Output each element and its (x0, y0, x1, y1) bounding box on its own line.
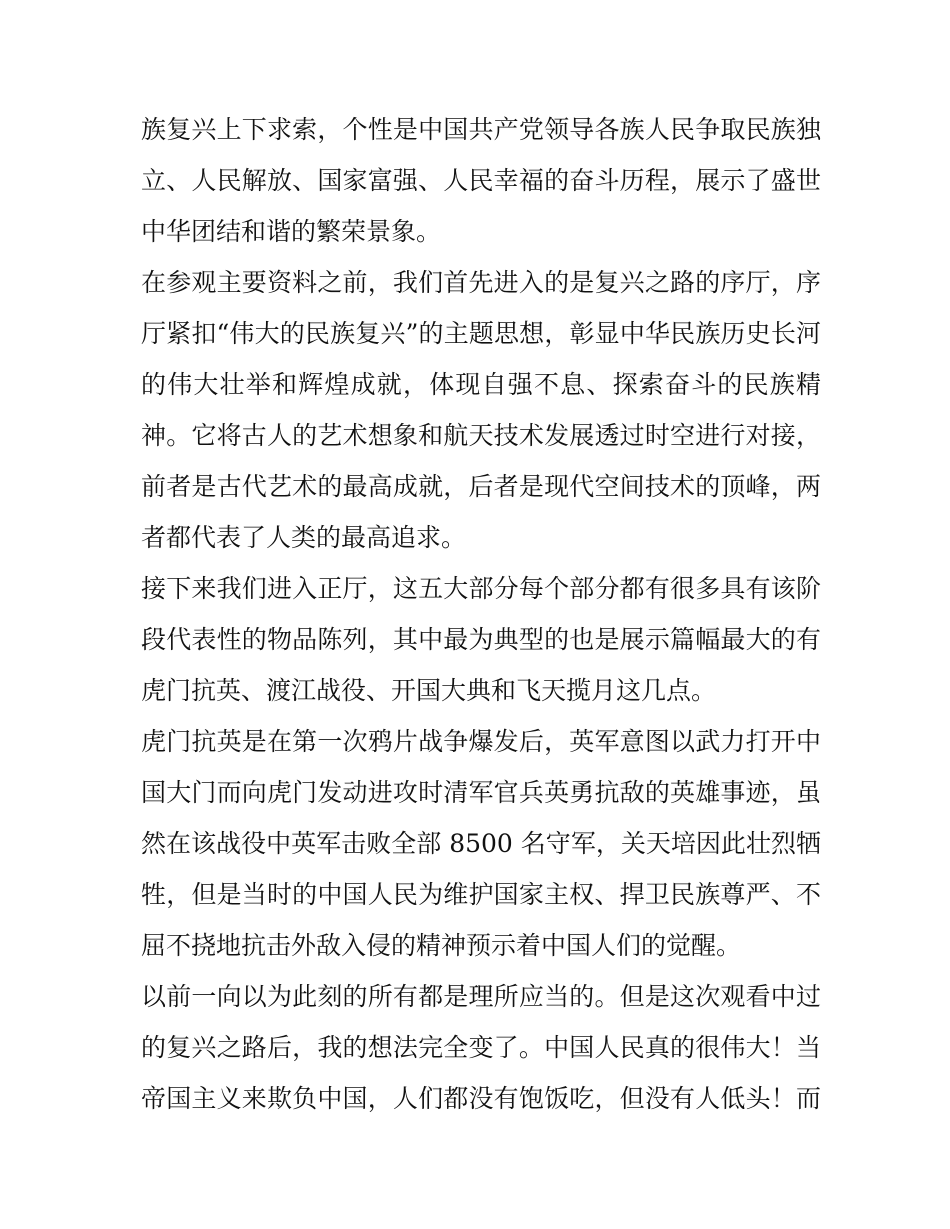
text-line: 的复兴之路后，我的想法完全变了。中国人民真的很伟大！当 (141, 1033, 821, 1062)
text-line: 中华团结和谐的繁荣景象。 (141, 217, 442, 246)
text-line: 帝国主义来欺负中国，人们都没有饱饭吃，但没有人低头！而 (141, 1084, 821, 1113)
text-line: 在参观主要资料之前，我们首先进入的是复兴之路的序厅，序 (141, 268, 821, 297)
document-body (141, 104, 821, 1124)
text-line: 屈不挠地抗击外敌入侵的精神预示着中国人们的觉醒。 (141, 931, 742, 960)
text-line: 神。它将古人的艺术想象和航天技术发展透过时空进行对接， (141, 421, 821, 450)
text-line: 牲，但是当时的中国人民为维护国家主权、捍卫民族尊严、不 (141, 880, 821, 909)
text-line: 虎门抗英是在第一次鸦片战争爆发后，英军意图以武力打开中 (141, 727, 821, 756)
text-line: 段代表性的物品陈列，其中最为典型的也是展示篇幅最大的有 (141, 625, 821, 654)
text-line: 的伟大壮举和辉煌成就，体现自强不息、探索奋斗的民族精 (141, 370, 821, 399)
text-line: 虎门抗英、渡江战役、开国大典和飞天揽月这几点。 (141, 676, 717, 705)
text-line: 者都代表了人类的最高追求。 (141, 523, 467, 552)
text-line: 然在该战役中英军击败全部 8500 名守军，关天培因此壮烈牺 (141, 829, 821, 858)
text-line: 以前一向以为此刻的所有都是理所应当的。但是这次观看中过 (141, 982, 821, 1011)
text-line: 国大门而向虎门发动进攻时清军官兵英勇抗敌的英雄事迹，虽 (141, 778, 821, 807)
paragraph (141, 971, 821, 1124)
paragraph (141, 257, 821, 563)
text-line: 厅紧扣“伟大的民族复兴”的主题思想，彰显中华民族历史长河 (141, 319, 821, 348)
paragraph (141, 563, 821, 716)
text-line: 族复兴上下求索，个性是中国共产党领导各族人民争取民族独 (141, 115, 821, 144)
paragraph (141, 104, 821, 257)
paragraph (141, 716, 821, 971)
text-line: 立、人民解放、国家富强、人民幸福的奋斗历程，展示了盛世 (141, 166, 821, 195)
text-line: 前者是古代艺术的最高成就，后者是现代空间技术的顶峰，两 (141, 472, 821, 501)
text-line: 接下来我们进入正厅，这五大部分每个部分都有很多具有该阶 (141, 574, 821, 603)
